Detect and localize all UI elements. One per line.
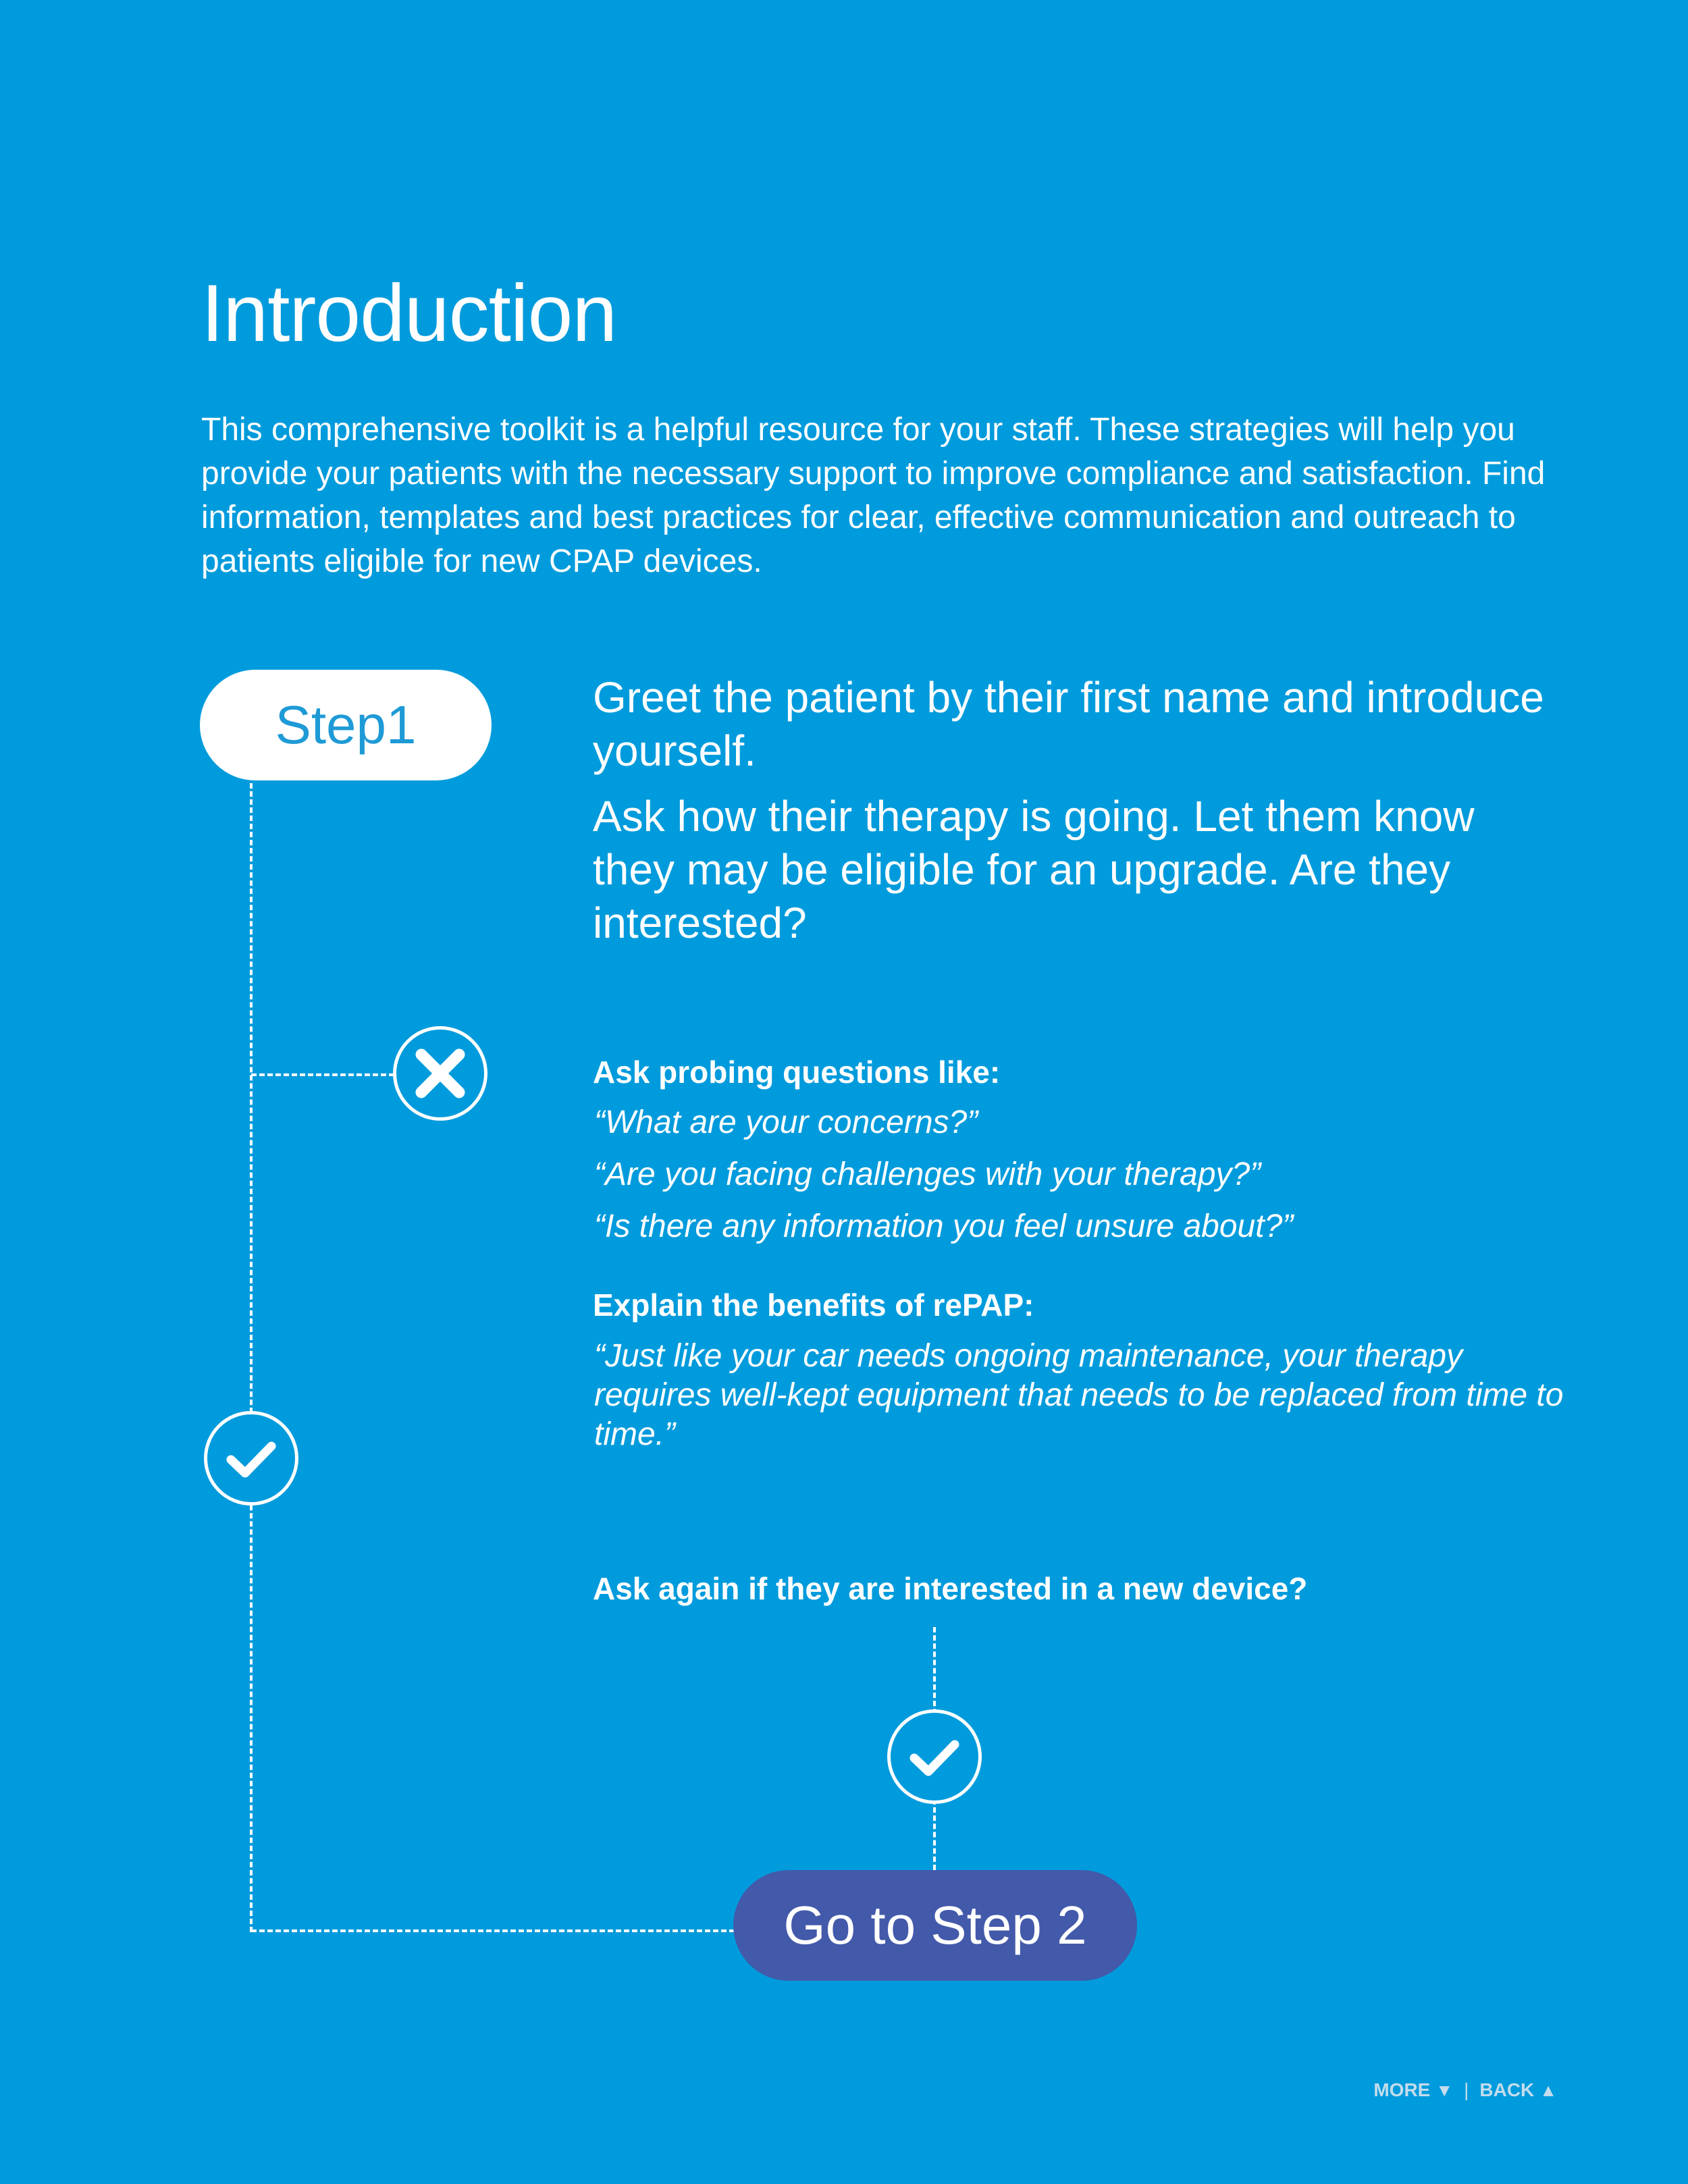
page-title: Introduction bbox=[201, 268, 617, 358]
ask-therapy-instruction: Ask how their therapy is going. Let them know they may be eligible for an upgrade. Are they interested? bbox=[593, 792, 1475, 947]
go-to-step2-button[interactable]: Go to Step 2 bbox=[733, 1870, 1137, 1981]
check-icon bbox=[887, 1709, 982, 1804]
ask-again-question: Ask again if they are interested in a new device? bbox=[593, 1571, 1308, 1606]
probing-questions-heading: Ask probing questions like: bbox=[593, 1055, 1001, 1090]
close-icon bbox=[393, 1026, 487, 1121]
triangle-up-icon: ▲ bbox=[1539, 2079, 1557, 2100]
check-icon bbox=[204, 1411, 298, 1506]
probing-question: “What are your concerns?” bbox=[594, 1104, 978, 1140]
benefits-quote: “Just like your car needs ongoing maintenance, your therapy requires well-kept equipment that needs to be replaced from time to time.” bbox=[594, 1338, 1564, 1452]
back-link[interactable] bbox=[1479, 2079, 1557, 2101]
triangle-down-icon: ▼ bbox=[1435, 2079, 1454, 2100]
intro-paragraph: This comprehensive toolkit is a helpful resource for your staff. These strategies will help you provide your patients with the necessary support to improve compliance and satisfaction. Find information, templates and best practices for clear, effective communication and outreach to patients eligible for new CPAP devices. bbox=[201, 412, 1546, 579]
more-link[interactable] bbox=[1373, 2079, 1453, 2101]
flow-line-to-step2 bbox=[251, 1929, 735, 1932]
probing-question: “Are you facing challenges with your therapy?” bbox=[594, 1156, 1261, 1192]
greet-instruction: Greet the patient by their first name and introduce yourself. bbox=[593, 673, 1544, 775]
flow-line-no-branch bbox=[251, 1073, 394, 1076]
probing-question: “Is there any information you feel unsure about?” bbox=[594, 1208, 1294, 1244]
flow-line-main bbox=[250, 783, 253, 1932]
more-label: MORE bbox=[1373, 2079, 1431, 2100]
back-label: BACK bbox=[1479, 2079, 1535, 2100]
page-nav bbox=[1373, 2079, 1557, 2101]
step1-label: Step1 bbox=[200, 670, 492, 780]
benefits-heading: Explain the benefits of rePAP: bbox=[593, 1287, 1034, 1323]
nav-separator: | bbox=[1464, 2079, 1469, 2100]
